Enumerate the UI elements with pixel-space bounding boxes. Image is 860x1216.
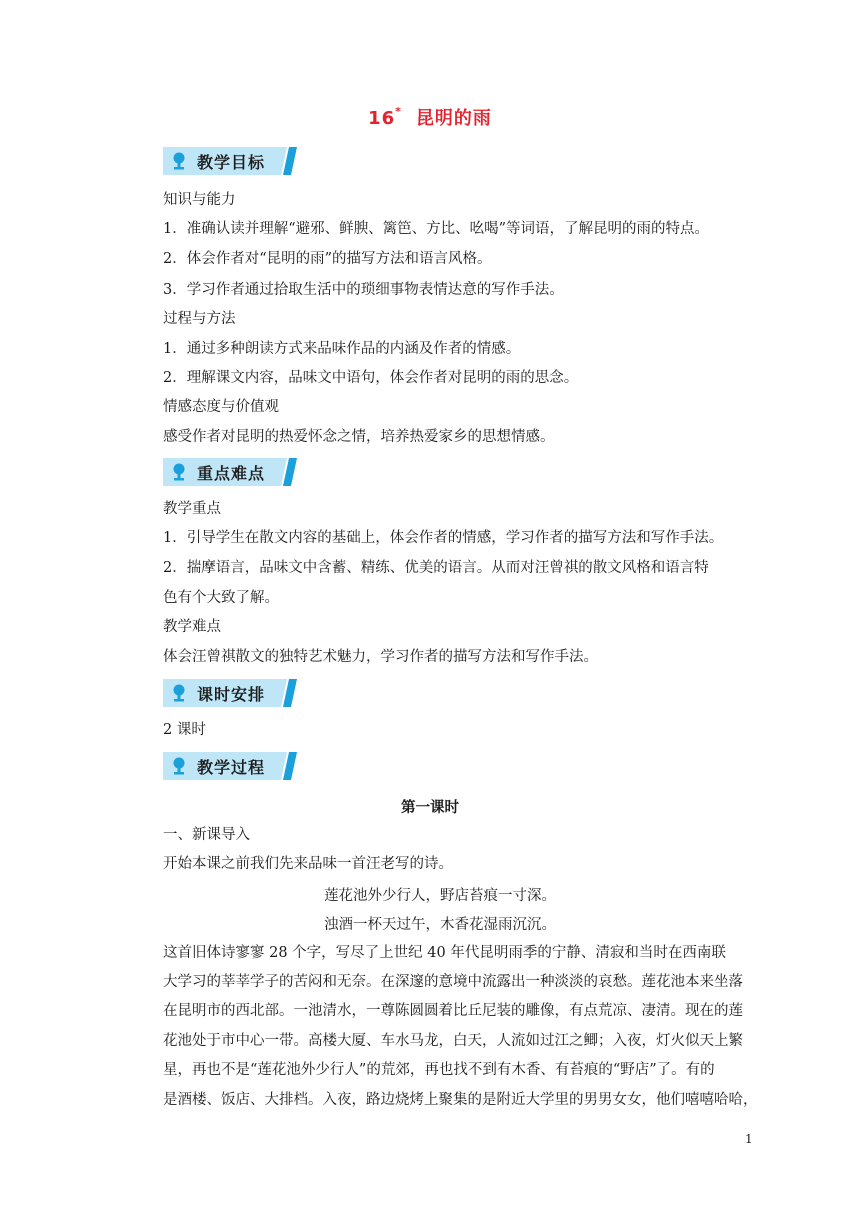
badge-label: 教学目标 <box>197 153 266 172</box>
emotion-text: 感受作者对昆明的热爱怀念之情，培养热爱家乡的思想情感。 <box>163 429 555 445</box>
focus-item-2-cont: 色有个大致了解。 <box>163 590 279 606</box>
lesson-title-text: 昆明的雨 <box>415 108 492 129</box>
badge-label: 教学过程 <box>197 758 266 777</box>
paragraph-line: 大学习的莘莘学子的苦闷和无奈。在深邃的意境中流露出一种淡淡的哀愁。莲花池本来坐落 <box>163 974 743 990</box>
badge-process <box>163 752 297 780</box>
poem-line-1: 莲花池外少行人，野店苔痕一寸深。 <box>324 888 556 904</box>
paragraph-line: 是酒楼、饭店、大排档。入夜，路边烧烤上聚集的是附近大学里的男男女女，他们嘻嘻哈哈， <box>163 1092 758 1108</box>
heading-focus: 教学重点 <box>163 501 221 517</box>
paragraph-line: 这首旧体诗寥寥 28 个字，写尽了上世纪 40 年代昆明雨季的宁静、清寂和当时在西南联 <box>163 945 726 961</box>
heading-emotion: 情感态度与价值观 <box>163 399 279 415</box>
intro-text: 开始本课之前我们先来品味一首汪老写的诗。 <box>163 856 453 872</box>
knowledge-item-2: 2．体会作者对“昆明的雨”的描写方法和语言风格。 <box>163 251 492 267</box>
lesson-period-title: 第一课时 <box>401 800 459 816</box>
paragraph-line: 花池处于市中心一带。高楼大厦、车水马龙，白天，人流如过江之鲫；入夜，灯火似天上繁 <box>163 1033 743 1049</box>
focus-item-2: 2．揣摩语言，品味文中含蓄、精练、优美的语言。从而对汪曾祺的散文风格和语言特 <box>163 560 709 576</box>
section-heading: 一、新课导入 <box>163 827 250 843</box>
difficulty-text: 体会汪曾祺散文的独特艺术魅力，学习作者的描写方法和写作手法。 <box>163 649 598 665</box>
process-item-1: 1．通过多种朗读方式来品味作品的内涵及作者的情感。 <box>163 341 521 357</box>
paragraph-line: 星，再也不是“莲花池外少行人”的荒郊，再也找不到有木香、有苔痕的“野店”了。有的 <box>163 1062 715 1078</box>
badge-schedule <box>163 679 297 707</box>
lesson-mark: * <box>395 105 402 118</box>
badge-objectives <box>163 147 297 175</box>
schedule-text: 2 课时 <box>163 722 206 738</box>
badge-keypoints <box>163 458 297 486</box>
heading-difficulty: 教学难点 <box>163 619 221 635</box>
heading-knowledge: 知识与能力 <box>163 192 236 208</box>
badge-label: 重点难点 <box>197 464 266 483</box>
page-number: 1 <box>745 1132 753 1146</box>
knowledge-item-1: 1．准确认读并理解“避邪、鲜腴、篱笆、方比、吆喝”等词语，了解昆明的雨的特点。 <box>163 221 710 237</box>
badge-label: 课时安排 <box>197 685 266 704</box>
heading-process: 过程与方法 <box>163 311 236 327</box>
paragraph-line: 在昆明市的西北部。一池清水，一尊陈圆圆着比丘尼装的雕像，有点荒凉、凄清。现在的莲 <box>163 1003 743 1019</box>
knowledge-item-3: 3．学习作者通过拾取生活中的琐细事物表情达意的写作手法。 <box>163 282 564 298</box>
focus-item-1: 1．引导学生在散文内容的基础上，体会作者的情感，学习作者的描写方法和写作手法。 <box>163 530 724 546</box>
process-item-2: 2．理解课文内容，品味文中语句，体会作者对昆明的雨的思念。 <box>163 370 579 386</box>
lesson-number: 16 <box>368 108 396 129</box>
poem-line-2: 浊酒一杯天过午，木香花湿雨沉沉。 <box>324 917 556 933</box>
lesson-title <box>0 104 860 130</box>
